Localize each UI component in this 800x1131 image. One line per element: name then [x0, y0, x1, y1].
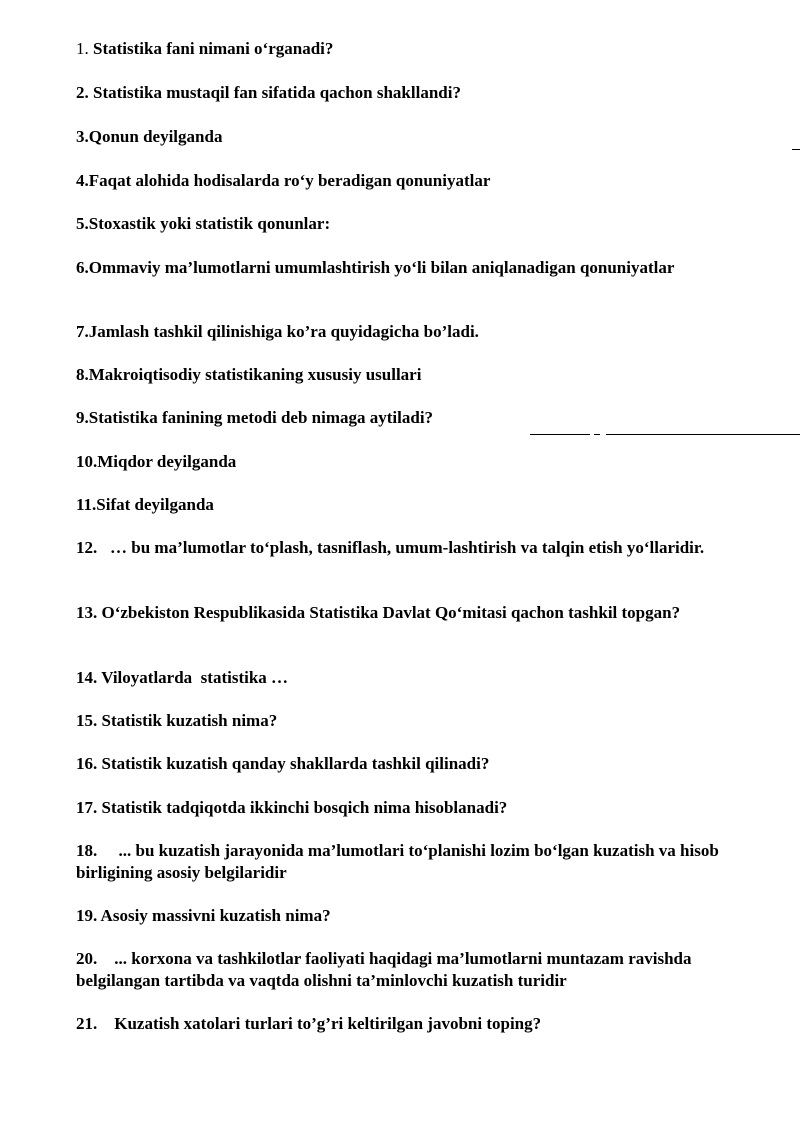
question-21: 21. Kuzatish xatolari turlari to’g’ri keltirilgan javobni toping? — [76, 1014, 542, 1033]
question-17: 17. Statistik tadqiqotda ikkinchi bosqich nima hisoblanadi? — [76, 798, 508, 817]
question-14: 14. Viloyatlarda statistika … — [76, 668, 289, 687]
underline-segment-dash — [594, 434, 600, 435]
question-10: 10.Miqdor deyilganda — [76, 452, 237, 471]
question-18: 18. ... bu kuzatish jarayonida ma’lumotlari to‘planishi lozim bo‘lgan kuzatish va hisob birligining asosiy belgilaridir — [76, 841, 724, 882]
question-12: 12. … bu ma’lumotlar to‘plash, tasniflash, umum-lashtirish va talqin etish yo‘llaridir. — [76, 538, 705, 557]
question-9: 9.Statistika fanining metodi deb nimaga aytiladi? — [76, 408, 434, 427]
question-number: 1. — [76, 39, 89, 58]
question-19: 19. Asosiy massivni kuzatish nima? — [76, 906, 331, 925]
question-text: Statistika fani nimani o‘rganadi? — [88, 39, 334, 58]
question-2: 2. Statistika mustaqil fan sifatida qachon shakllandi? — [76, 83, 461, 102]
question-3: 3.Qonun deyilganda — [76, 127, 223, 146]
question-8: 8.Makroiqtisodiy statistikaning xususiy usullari — [76, 365, 422, 384]
question-15: 15. Statistik kuzatish nima? — [76, 711, 278, 730]
question-1 — [76, 38, 736, 60]
question-20: 20. ... korxona va tashkilotlar faoliyati haqidagi ma’lumotlarni muntazam ravishda belgilangan tartibda va vaqtda olishni ta’minlovchi kuzatish turidir — [76, 949, 696, 990]
underline-segment-right — [606, 434, 800, 435]
question-11: 11.Sifat deyilganda — [76, 495, 214, 514]
underline-segment-left — [530, 434, 590, 435]
edge-rule-short — [792, 149, 800, 150]
question-7: 7.Jamlash tashkil qilinishiga ko’ra quyidagicha bo’ladi. — [76, 322, 479, 341]
question-16: 16. Statistik kuzatish qanday shakllarda tashkil qilinadi? — [76, 754, 490, 773]
question-5: 5.Stoxastik yoki statistik qonunlar: — [76, 214, 331, 233]
question-6: 6.Ommaviy ma’lumotlarni umumlashtirish yo‘li bilan aniqlanadigan qonuniyatlar — [76, 258, 675, 277]
question-13: 13. O‘zbekiston Respublikasida Statistika Davlat Qo‘mitasi qachon tashkil topgan? — [76, 603, 681, 622]
question-4: 4.Faqat alohida hodisalarda ro‘y beradigan qonuniyatlar — [76, 171, 491, 190]
